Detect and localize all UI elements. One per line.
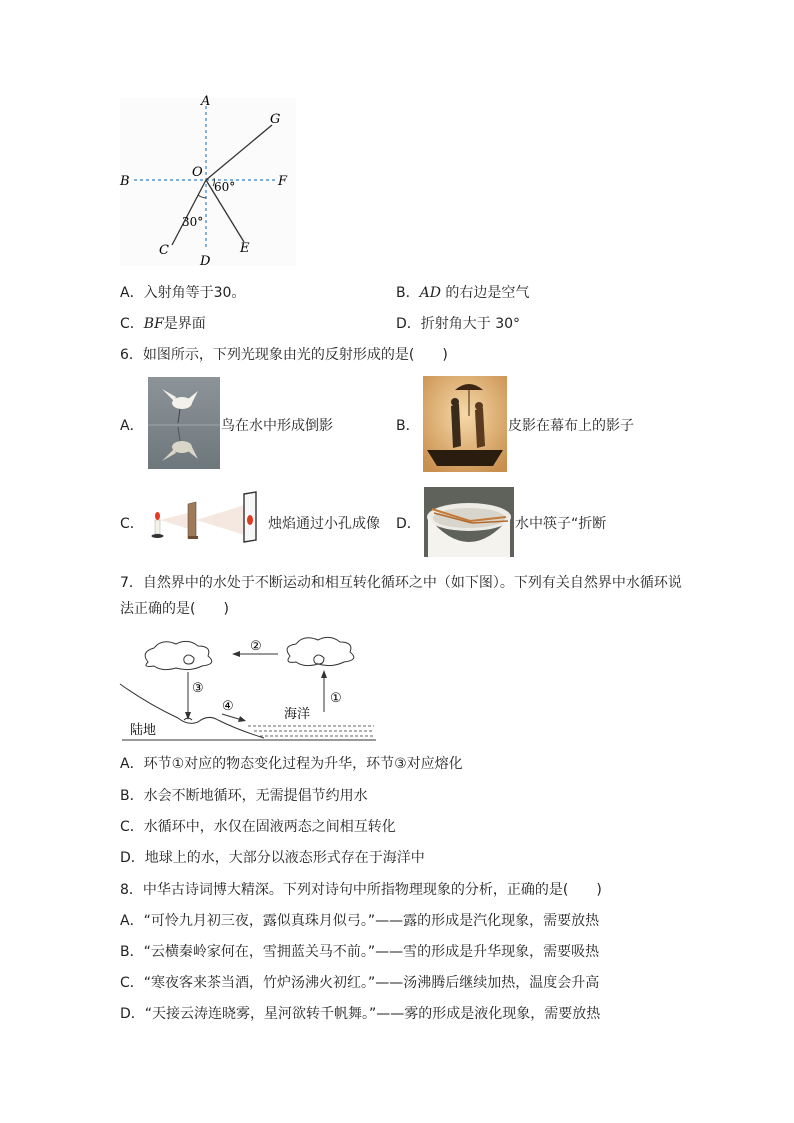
option-text: 的右边是空气 (440, 285, 530, 301)
q6-option-a-prefix: A． (120, 418, 144, 434)
shadow-puppet-image[interactable] (423, 376, 507, 472)
label-3: ③ (192, 681, 204, 696)
angle-30-label: 30° (182, 215, 204, 229)
option-prefix: A． (120, 285, 144, 301)
label-2: ② (250, 639, 262, 654)
q7-option-b[interactable]: B．水会不断地循环，无需提倡节约用水 (120, 788, 368, 804)
label-4: ④ (222, 699, 234, 714)
water-cycle-diagram (118, 634, 380, 746)
q7-option-c[interactable]: C．水循环中，水仅在固液两态之间相互转化 (120, 819, 396, 835)
bird-reflection-image[interactable] (148, 377, 220, 469)
q6-stem: 6．如图所示，下列光现象由光的反射形成的是( ) (120, 347, 448, 363)
label-e: E (240, 241, 250, 256)
option-text: 是界面 (163, 316, 206, 332)
label-g: G (270, 112, 281, 127)
label-o: O (192, 165, 203, 180)
q5-option-b[interactable] (396, 283, 529, 303)
option-prefix: B． (396, 285, 420, 301)
q8-stem: 8．中华古诗词博大精深。下列对诗句中所指物理现象的分析，正确的是( ) (120, 882, 602, 898)
q7-option-a[interactable]: A．环节①对应的物态变化过程为升华，环节③对应熔化 (120, 756, 463, 772)
land-label: 陆地 (130, 723, 157, 738)
q8-option-b[interactable]: B．“云横秦岭家何在，雪拥蓝关马不前。”——雪的形成是升华现象，需要吸热 (120, 944, 600, 960)
q8-option-c[interactable]: C．“寒夜客来茶当酒，竹炉汤沸火初红。”——汤沸腾后继续加热，温度会升高 (120, 975, 600, 991)
option-prefix: C． (120, 316, 144, 332)
q6-option-c-prefix: C． (120, 516, 144, 532)
cloud-left (145, 641, 212, 669)
q5-option-a[interactable] (120, 283, 245, 303)
optics-diagram (112, 92, 302, 272)
option-italic-label: BF (143, 316, 164, 332)
label-b: B (120, 174, 130, 189)
q8-option-d[interactable]: D．“天接云涛连晓雾，星河欲转千帆舞。”——雾的形成是液化现象，需要放热 (120, 1006, 601, 1022)
option-italic-label: AD (419, 285, 441, 301)
label-1: ① (330, 691, 342, 706)
chopsticks-in-water-image[interactable] (424, 487, 514, 557)
option-text: 折射角大于 30° (420, 316, 521, 332)
q8-option-a[interactable]: A．“可怜九月初三夜，露似真珠月似弓。”——露的形成是汽化现象，需要放热 (120, 913, 600, 929)
q6-option-c-text: 烛焰通过小孔成像 (268, 516, 380, 532)
q5-option-d[interactable] (396, 314, 520, 334)
label-d: D (200, 254, 211, 269)
q6-option-d-prefix: D． (396, 516, 421, 532)
label-c: C (159, 243, 169, 258)
q6-option-d-text: 水中筷子“折断 (515, 516, 607, 532)
q7-stem-line2: 法正确的是( ) (120, 601, 229, 617)
q6-option-a-text: 鸟在水中形成倒影 (221, 418, 333, 434)
pinhole-image[interactable] (148, 490, 266, 546)
angle-60-label: 60° (214, 180, 236, 194)
sea-label: 海洋 (284, 707, 311, 722)
q7-stem-line1: 7．自然界中的水处于不断运动和相互转化循环之中（如下图）。下列有关自然界中水循环说 (120, 575, 682, 591)
option-text: 入射角等于30。 (143, 285, 246, 301)
label-a: A (201, 94, 211, 109)
q7-option-d[interactable]: D．地球上的水，大部分以液态形式存在于海洋中 (120, 850, 425, 866)
q6-option-b-text: 皮影在幕布上的影子 (508, 418, 634, 434)
q5-option-c[interactable] (120, 314, 206, 334)
label-f: F (278, 174, 288, 189)
q6-option-b-prefix: B． (396, 418, 420, 434)
option-prefix: D． (396, 316, 421, 332)
